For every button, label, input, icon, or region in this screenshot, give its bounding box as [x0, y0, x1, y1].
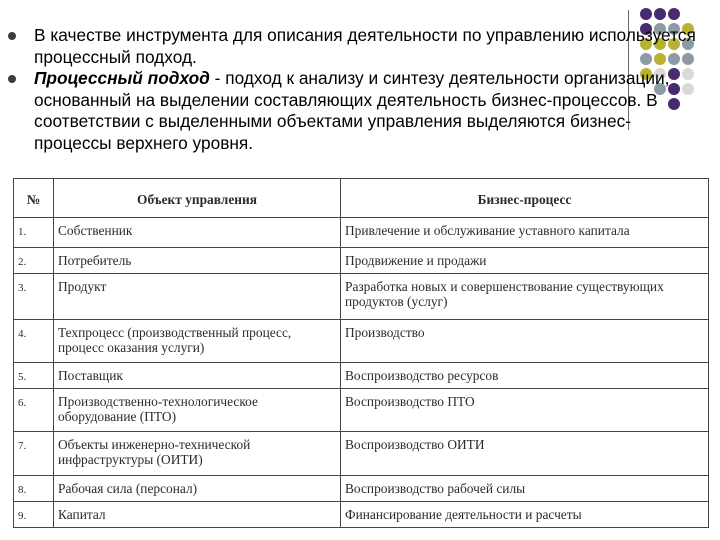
process-cell: Разработка новых и совершенствование существующих продуктов (услуг)	[341, 274, 709, 320]
decorative-dot	[640, 8, 652, 20]
decorative-dot	[682, 8, 694, 20]
row-number-cell: 6.	[14, 389, 54, 432]
object-cell: Потребитель	[54, 248, 341, 274]
business-process-table	[13, 178, 709, 528]
bullet-2-text: - подход к анализу и синтезу деятельности организации, основанный на выделении составляющих деятельность бизнес-процессов. В соответствии с выделенными объектами управления выделяются бизнес-процессы верхнего уровня.	[34, 68, 670, 153]
bullet-icon	[8, 32, 16, 40]
process-cell: Производство	[341, 320, 709, 363]
table-row	[14, 218, 709, 248]
process-cell: Воспроизводство рабочей силы	[341, 476, 709, 502]
object-cell: Капитал	[54, 502, 341, 528]
table-row	[14, 432, 709, 476]
row-number-cell: 3.	[14, 274, 54, 320]
row-number-cell: 7.	[14, 432, 54, 476]
table-row	[14, 274, 709, 320]
table-row	[14, 363, 709, 389]
process-cell: Воспроизводство ресурсов	[341, 363, 709, 389]
process-cell: Финансирование деятельности и расчеты	[341, 502, 709, 528]
object-cell: Поставщик	[54, 363, 341, 389]
row-number-cell: 2.	[14, 248, 54, 274]
process-cell: Воспроизводство ПТО	[341, 389, 709, 432]
decorative-dot	[654, 8, 666, 20]
decorative-dot	[668, 8, 680, 20]
table-row	[14, 248, 709, 274]
row-number-cell: 4.	[14, 320, 54, 363]
row-number-cell: 8.	[14, 476, 54, 502]
object-cell: Рабочая сила (персонал)	[54, 476, 341, 502]
row-number-cell: 1.	[14, 218, 54, 248]
table-row	[14, 502, 709, 528]
process-cell: Воспроизводство ОИТИ	[341, 432, 709, 476]
header-process: Бизнес-процесс	[341, 179, 709, 218]
object-cell: Техпроцесс (производственный процесс, процесс оказания услуги)	[54, 320, 341, 363]
row-number-cell: 9.	[14, 502, 54, 528]
row-number-cell: 5.	[14, 363, 54, 389]
object-cell: Объекты инженерно-технической инфраструктуры (ОИТИ)	[54, 432, 341, 476]
intro-bullets	[8, 25, 698, 154]
header-object: Объект управления	[54, 179, 341, 218]
process-cell: Привлечение и обслуживание уставного капитала	[341, 218, 709, 248]
bullet-2-bold: Процессный подход	[34, 68, 210, 88]
object-cell: Производственно-технологическое оборудование (ПТО)	[54, 389, 341, 432]
header-number: №	[14, 179, 54, 218]
object-cell: Продукт	[54, 274, 341, 320]
bullet-1-text: В качестве инструмента для описания деятельности по управлению используется процессный подход.	[34, 25, 696, 67]
table-row	[14, 320, 709, 363]
table-row	[14, 389, 709, 432]
bullet-item-1	[8, 25, 698, 68]
bullet-icon	[8, 75, 16, 83]
table-header-row	[14, 179, 709, 218]
table-row	[14, 476, 709, 502]
object-cell: Собственник	[54, 218, 341, 248]
process-cell: Продвижение и продажи	[341, 248, 709, 274]
bullet-item-2	[8, 68, 698, 154]
